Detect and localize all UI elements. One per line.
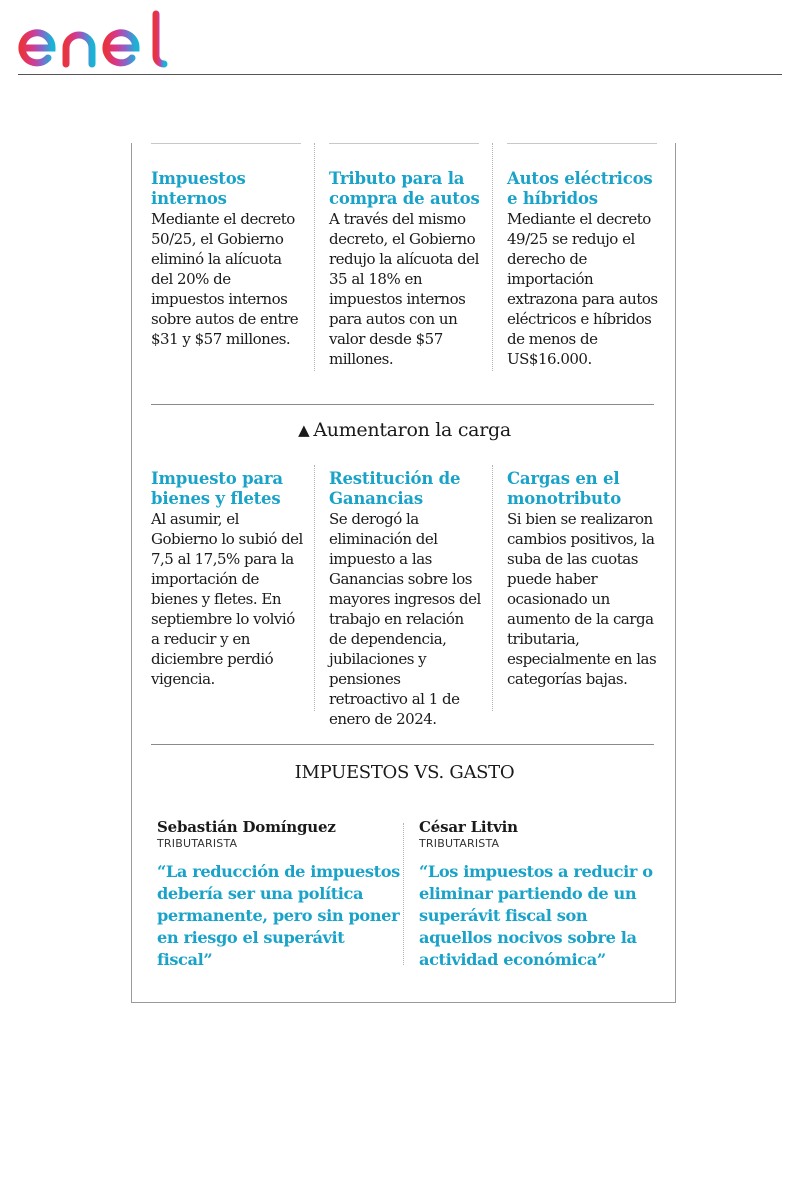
column-separator — [492, 465, 493, 711]
column-body: Mediante el decreto 50/25, el Gobierno eliminó la alícuota del 20% de impuestos internos sobre autos de entre $31 y $57 millones. — [151, 210, 299, 348]
person-role: TRIBUTARISTA — [157, 837, 238, 850]
person-cesar-litvin — [419, 818, 657, 971]
column-impuestos-internos — [151, 169, 303, 349]
column-separator — [314, 465, 315, 711]
column-top-rule — [329, 143, 479, 144]
section-heading-text: Aumentaron la carga — [313, 419, 511, 441]
column-title: Autos eléctricos e híbridos — [507, 169, 653, 208]
column-title: Impuesto para bienes y fletes — [151, 469, 283, 508]
column-body: A través del mismo decreto, el Gobierno redujo la alícuota del 35 al 18% en impuestos internos para autos con un valor desde $57 millones. — [329, 210, 479, 368]
person-role: TRIBUTARISTA — [419, 837, 500, 850]
column-title: Tributo para la compra de autos — [329, 169, 480, 208]
section-rule — [151, 404, 654, 405]
column-body: Se derogó la eliminación del impuesto a las Ganancias sobre los mayores ingresos del trabajo en relación de dependencia, jubilaciones y pensiones retroactivo al 1 de enero de 2024. — [329, 510, 481, 728]
enel-logo — [16, 8, 171, 68]
versus-heading: IMPUESTOS VS. GASTO — [294, 762, 515, 783]
column-tributo-autos — [329, 169, 481, 369]
person-quote: “La reducción de impuestos debería ser una política permanente, pero sin poner en riesgo el superávit fiscal” — [157, 862, 400, 969]
column-monotributo — [507, 469, 659, 689]
infographic-panel — [131, 143, 676, 1003]
column-bienes-fletes — [151, 469, 303, 689]
column-restitucion-ganancias — [329, 469, 481, 729]
column-top-rule — [151, 143, 301, 144]
column-separator — [492, 143, 493, 371]
section-heading — [132, 419, 677, 441]
column-title: Cargas en el monotributo — [507, 469, 622, 508]
column-top-rule — [507, 143, 657, 144]
column-title: Impuestos internos — [151, 169, 246, 208]
column-separator — [314, 143, 315, 371]
person-sebastian-dominguez — [157, 818, 402, 971]
column-body: Si bien se realizaron cambios positivos, la suba de las cuotas puede haber ocasionado un aumento de la carga tributaria, especialmente en las categorías bajas. — [507, 510, 657, 688]
column-title: Restitución de Ganancias — [329, 469, 461, 508]
header-rule — [18, 74, 782, 75]
up-triangle-icon: ▲ — [298, 421, 310, 439]
column-body: Al asumir, el Gobierno lo subió del 7,5 al 17,5% para la importación de bienes y fletes. En septiembre lo volvió a reducir y en diciembre perdió vigencia. — [151, 510, 303, 688]
person-quote: “Los impuestos a reducir o eliminar partiendo de un superávit fiscal son aquellos nocivos sobre la actividad económica” — [419, 862, 653, 969]
column-body: Mediante el decreto 49/25 se redujo el derecho de importación extrazona para autos eléctricos e híbridos de menos de US$16.000. — [507, 210, 658, 368]
person-name: César Litvin — [419, 818, 518, 836]
person-separator — [403, 823, 404, 965]
section-rule — [151, 744, 654, 745]
column-autos-electricos — [507, 169, 659, 369]
person-name: Sebastián Domínguez — [157, 818, 336, 836]
